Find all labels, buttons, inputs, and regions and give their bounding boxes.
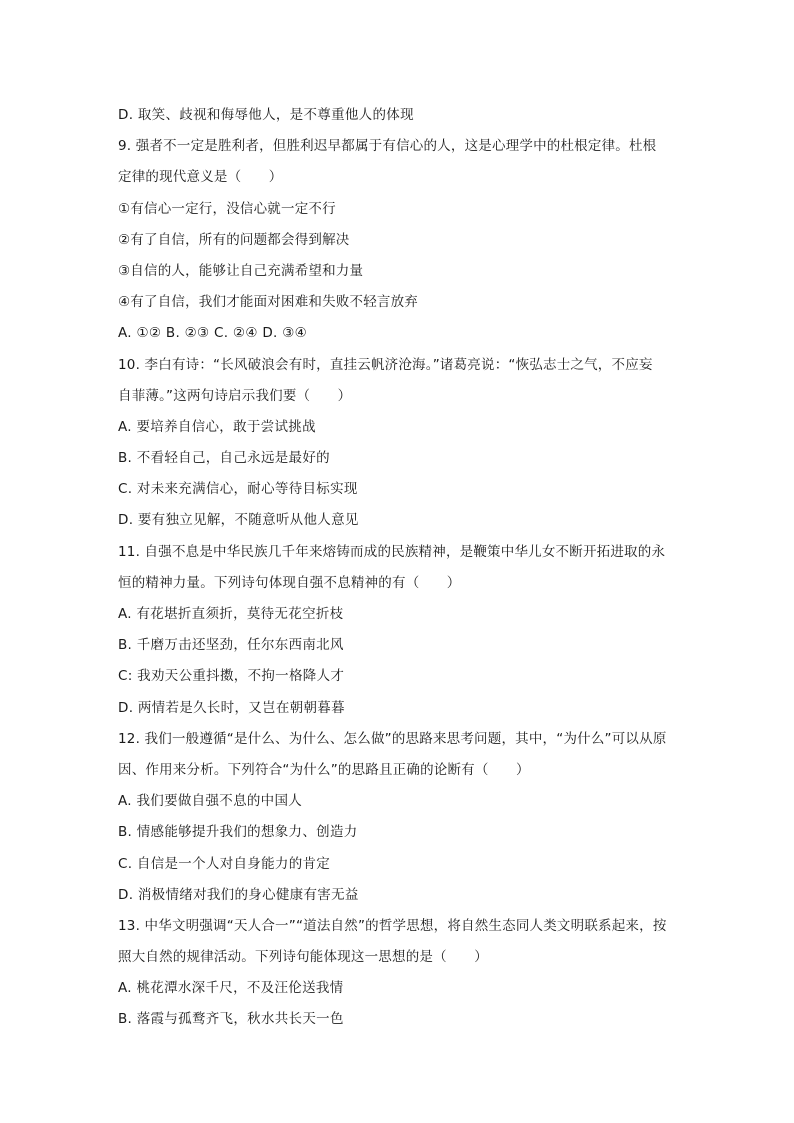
q9-stem-line-1: 9. 强者不一定是胜利者，但胜利迟早都属于有信心的人，这是心理学中的杜根定律。杜根 <box>118 138 657 155</box>
q11-option-c: C: 我劝天公重抖擞，不拘一格降人才 <box>118 668 345 685</box>
q11-option-a: A. 有花堪折直须折，莫待无花空折枝 <box>118 606 344 622</box>
q11-stem-line-2: 恒的精神力量。下列诗句体现自强不息精神的有（ ） <box>118 574 461 591</box>
q12-stem-line-2: 因、作用来分析。下列符合“为什么”的思路且正确的论断有（ ） <box>118 761 530 778</box>
q12-option-b: B. 情感能够提升我们的想象力、创造力 <box>118 824 358 841</box>
q9-stem-line-2: 定律的现代意义是（ ） <box>118 169 283 186</box>
q13-stem-line-1: 13. 中华文明强调“天人合一”“道法自然”的哲学思想，将自然生态同人类文明联系起来，按 <box>118 917 667 934</box>
q8-option-d: D. 取笑、歧视和侮辱他人，是不尊重他人的体现 <box>118 107 414 123</box>
q11-option-d: D. 两情若是久长时，又岂在朝朝暮暮 <box>118 699 345 716</box>
q12-option-d: D. 消极情绪对我们的身心健康有害无益 <box>118 886 359 903</box>
q10-option-b: B. 不看轻自己，自己永远是最好的 <box>118 450 330 467</box>
q9-options: A. ①② B. ②③ C. ②④ D. ③④ <box>118 325 308 342</box>
q10-stem-line-2: 自菲薄。”这两句诗启示我们要（ ） <box>118 387 352 404</box>
q9-statement-3: ③自信的人，能够让自己充满希望和力量 <box>118 262 364 279</box>
q13-option-b: B. 落霞与孤鹜齐飞，秋水共长天一色 <box>118 1011 344 1028</box>
q12-stem-line-1: 12. 我们一般遵循“是什么、为什么、怎么做”的思路来思考问题，其中，“为什么”可以从原 <box>118 730 667 747</box>
q11-stem-line-1: 11. 自强不息是中华民族几千年来熔铸而成的民族精神，是鞭策中华儿女不断开拓进取的永 <box>118 543 666 560</box>
q12-option-c: C. 自信是一个人对自身能力的肯定 <box>118 855 331 872</box>
q10-stem-line-1: 10. 李白有诗：“长风破浪会有时，直挂云帆济沧海。”诸葛亮说：“恢弘志士之气，不应妄 <box>118 356 653 373</box>
document-page <box>118 100 678 1036</box>
q10-option-a: A. 要培养自信心，敢于尝试挑战 <box>118 418 316 435</box>
q9-statement-2: ②有了自信，所有的问题都会得到解决 <box>118 231 350 248</box>
q13-stem-line-2: 照大自然的规律活动。下列诗句能体现这一思想的是（ ） <box>118 949 488 966</box>
q10-option-c: C. 对未来充满信心，耐心等待目标实现 <box>118 481 358 498</box>
q10-option-d: D. 要有独立见解，不随意听从他人意见 <box>118 512 359 529</box>
q11-option-b: B. 千磨万击还坚劲，任尔东西南北风 <box>118 637 344 654</box>
q9-statement-4: ④有了自信，我们才能面对困难和失败不轻言放弃 <box>118 294 419 311</box>
q13-option-a: A. 桃花潭水深千尺，不及汪伦送我情 <box>118 980 344 997</box>
q9-statement-1: ①有信心一定行，没信心就一定不行 <box>118 200 336 217</box>
q12-option-a: A. 我们要做自强不息的中国人 <box>118 793 303 810</box>
